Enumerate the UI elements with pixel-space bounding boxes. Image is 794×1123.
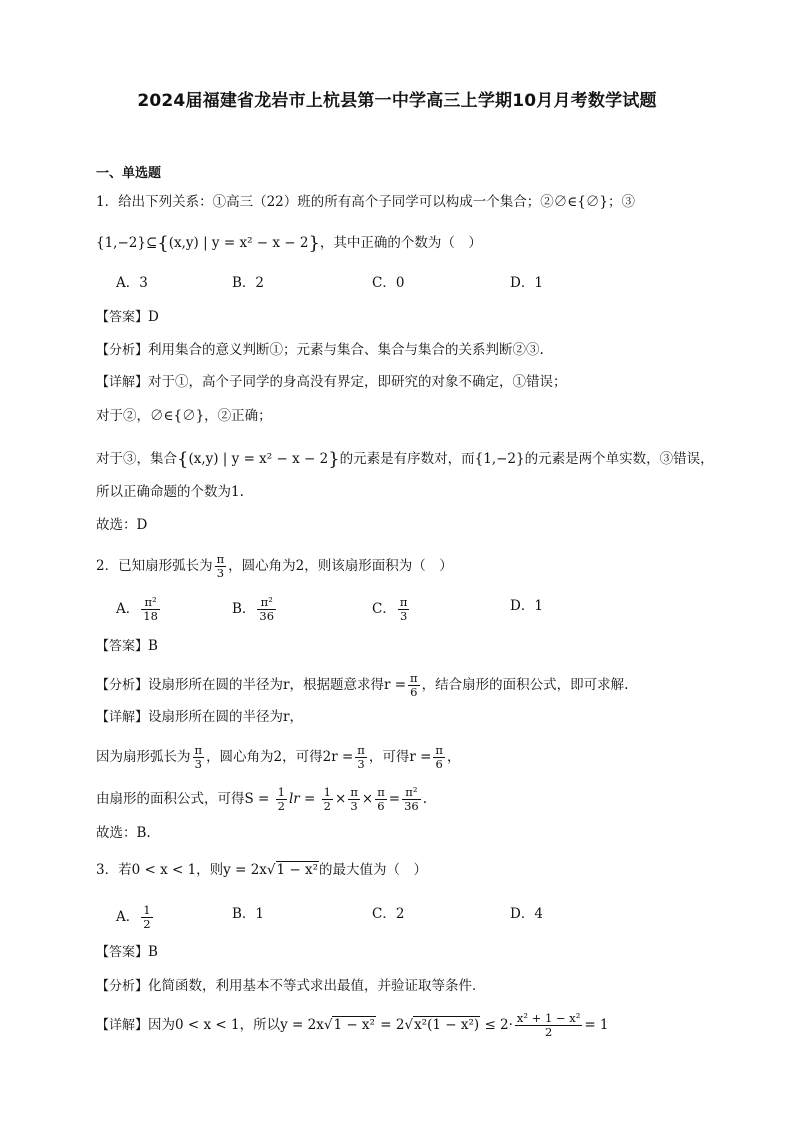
- q2-detail-line1: [96, 707, 303, 728]
- detail2-frac3: [433, 744, 445, 771]
- section-heading: 一、单选题: [96, 166, 162, 181]
- q2-analysis: [96, 672, 628, 699]
- q1-set-a: {1,−2}⊆: [96, 235, 158, 251]
- formula-frac: $\frac{\pi}{3}$: [350, 785, 358, 813]
- q3-detail: 【详解】因为0 < x < 1，所以y = 2x√1 − x² = 2√x²(1 − x²) ≤ 2· $\frac{\text{x² + 1 − x²}}{2}$ = 1: [96, 1011, 609, 1039]
- option-frac: [257, 596, 276, 623]
- frac-den: 36: [404, 799, 419, 813]
- detail3-end: .: [422, 791, 427, 807]
- q3-stem-b: 的最大值为（ ）: [319, 862, 428, 878]
- frac-num: π²: [141, 596, 160, 610]
- q1-stem-tail: ，其中正确的个数为（ ）: [319, 235, 482, 251]
- q3-option-d: D．4: [510, 906, 543, 922]
- frac-den: 3: [216, 566, 225, 580]
- q1-option-c: C．0: [372, 275, 405, 291]
- frac-num: x² + 1 − x²: [516, 1011, 581, 1025]
- formula-frac: [402, 786, 421, 813]
- option-label: A．: [116, 601, 140, 617]
- q1-detail-line4: 所以正确命题的个数为1.: [96, 484, 244, 500]
- frac-den: 2: [544, 1025, 553, 1039]
- analysis-text: 化简函数，利用基本不等式求出最值，并验证取等条件．: [148, 978, 486, 994]
- answer-value: B: [148, 638, 158, 654]
- q3-option-a: [116, 904, 155, 931]
- detail-a: 因为0 < x < 1，所以y = 2x: [148, 1017, 324, 1033]
- q2-detail-line2: 因为扇形弧长为 $\frac{\pi}{3}$ ，圆心角为2，可得2r = $\frac{\pi}{3}$ ，可得r = $\frac{\pi}{6}$ ，: [96, 743, 461, 771]
- frac-den: 6: [435, 757, 443, 771]
- q2-option-c: [372, 596, 411, 623]
- q2-option-a: [116, 596, 162, 623]
- q1-option-b: B．2: [232, 275, 265, 291]
- analysis-tag: 【分析】: [96, 343, 149, 358]
- q3-option-c: C．2: [372, 906, 405, 922]
- frac-num: π: [194, 743, 203, 757]
- analysis-tag: 【分析】: [96, 678, 149, 693]
- detail2-a: 因为扇形弧长为: [96, 749, 191, 765]
- frac-den: 18: [143, 609, 158, 623]
- analysis-text: 利用集合的意义判断①；元素与集合、集合与集合的关系判断②③.: [148, 342, 544, 358]
- option-label: A．: [116, 909, 140, 925]
- detail-text: 设扇形所在圆的半径为r，: [148, 709, 303, 725]
- q2-option-b: [232, 596, 278, 623]
- frac-den: 3: [194, 757, 202, 771]
- q1-detail-line3: 对于③，集合{(x,y) | y = x² − x − 2}的元素是有序数对，而{1,−2}的元素是两个单实数，③错误，: [96, 449, 714, 470]
- frac-den: 3: [399, 609, 408, 623]
- q2-option-d: D．1: [510, 598, 543, 614]
- frac-num: π: [216, 552, 225, 566]
- detail-text: 对于①，高个子同学的身高没有界定，即研究的对象不确定，①错误；: [148, 374, 567, 390]
- analysis-tag: 【分析】: [96, 979, 149, 994]
- q3-stem-a: 3．若0 < x < 1，则y = 2x: [96, 862, 267, 878]
- detail2-c: ，可得r =: [368, 749, 432, 765]
- detail2-frac2: [355, 744, 367, 771]
- detail3-a: 对于③，集合: [96, 451, 177, 467]
- q3-analysis: [96, 976, 486, 997]
- frac-num: π²: [257, 596, 276, 610]
- q1-stem-line1: 1．给出下列关系：①高三（22）班的所有高个子同学可以构成一个集合；②∅∈{∅}；③: [96, 194, 635, 210]
- frac-den: 3: [357, 757, 365, 771]
- q2-choose: 故选：B.: [96, 825, 151, 841]
- detail2-frac1: [193, 744, 205, 771]
- detail-d: = 1: [584, 1017, 609, 1033]
- q1-stem-line2: {1,−2}⊆{(x,y) | y = x² − x − 2}，其中正确的个数为（ ）: [96, 233, 482, 254]
- answer-value: D: [148, 309, 159, 325]
- q1-option-a: A．3: [116, 275, 148, 291]
- frac-num: π²: [402, 786, 421, 800]
- detail-sqrt2: x²(1 − x²): [414, 1017, 480, 1033]
- answer-tag: 【答案】: [96, 639, 149, 654]
- q2-detail-line3: 由扇形的面积公式，可得S = $\frac{1}{2}$ lr = $\frac{1}{2}$ × $\frac{\pi}{3}$ × $\frac{\pi}{6}$ = $\frac{\text{π²}}{36}$ .: [96, 785, 427, 813]
- q1-option-d: D．1: [510, 275, 543, 291]
- detail-frac: [515, 1012, 582, 1039]
- frac-den: 6: [410, 685, 418, 699]
- frac-num: π: [435, 743, 443, 757]
- q1-choose: 故选：D: [96, 517, 148, 533]
- answer-value: B: [148, 944, 158, 960]
- formula-frac: $\frac{\pi}{6}$: [377, 785, 385, 813]
- detail-tag: 【详解】: [96, 710, 149, 725]
- formula-frac: $\frac{1}{2}$: [277, 785, 285, 813]
- q3-sqrt: 1 − x²: [276, 862, 319, 878]
- detail3-set: (x,y) | y = x² − x − 2: [188, 451, 329, 467]
- analysis-frac: [408, 672, 420, 699]
- q1-analysis: [96, 340, 544, 361]
- frac-num: π: [399, 595, 408, 609]
- answer-tag: 【答案】: [96, 310, 149, 325]
- q1-set-b: (x,y) | y = x² − x − 2: [168, 235, 309, 251]
- q2-stem-b: ，圆心角为2，则该扇形面积为（ ）: [228, 558, 453, 574]
- frac-den: 36: [259, 609, 275, 623]
- option-frac: [141, 596, 160, 623]
- q1-detail-line1: [96, 372, 567, 393]
- detail2-b: ，圆心角为2，可得2r =: [206, 749, 354, 765]
- q3-option-b: B．1: [232, 906, 265, 922]
- frac-num: 1: [143, 903, 151, 917]
- frac-den: 2: [143, 917, 151, 931]
- answer-tag: 【答案】: [96, 945, 149, 960]
- detail-c: ≤ 2·: [484, 1017, 513, 1033]
- q2-stem: [96, 553, 453, 580]
- q1-answer: [96, 307, 159, 328]
- option-frac: [398, 596, 410, 623]
- detail3-a: 由扇形的面积公式，可得S =: [96, 791, 270, 807]
- detail-tag: 【详解】: [96, 375, 149, 390]
- frac-num: π: [357, 743, 365, 757]
- option-label: B．: [232, 601, 256, 617]
- detail3-b: 的元素是有序数对，而{1,−2}的元素是两个单实数，③错误，: [339, 451, 714, 467]
- detail-tag: 【详解】: [96, 1018, 149, 1033]
- option-label: C．: [372, 601, 396, 617]
- analysis-a: 设扇形所在圆的半径为r，根据题意求得r =: [148, 677, 407, 693]
- detail-sqrt1: 1 − x²: [333, 1017, 375, 1033]
- frac-num: π: [410, 671, 418, 685]
- q3-stem: 3．若0 < x < 1，则y = 2x√1 − x²的最大值为（ ）: [96, 862, 428, 878]
- formula-frac: $\frac{1}{2}$: [323, 785, 331, 813]
- page-title: 2024届福建省龙岩市上杭县第一中学高三上学期10月月考数学试题: [137, 91, 657, 111]
- q3-answer: [96, 942, 158, 963]
- q2-frac: [215, 553, 227, 580]
- q2-stem-a: 2．已知扇形弧长为: [96, 558, 213, 574]
- q2-answer: [96, 636, 158, 657]
- detail-b: = 2: [380, 1017, 405, 1033]
- option-frac: [141, 904, 152, 931]
- q1-detail-line2: 对于②，∅∈{∅}，②正确；: [96, 408, 272, 424]
- analysis-b: ，结合扇形的面积公式，即可求解.: [421, 677, 629, 693]
